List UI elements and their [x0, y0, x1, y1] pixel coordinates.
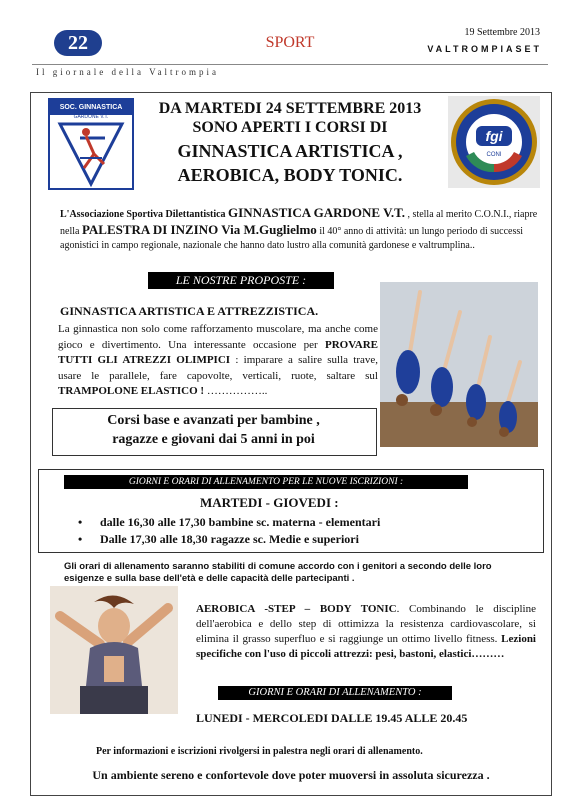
gym-text-d: TRAMPOLONE ELASTICO ! [58, 385, 205, 397]
bullet-icon: • [78, 515, 83, 529]
journal-tagline: Il giornale della Valtrompia [36, 67, 220, 77]
courses-line1: Corsi base e avanzati per bambine , [107, 413, 320, 428]
proposals-banner: LE NOSTRE PROPOSTE : [148, 272, 334, 289]
aerobics-title: AEROBICA -STEP – BODY TONIC [196, 603, 397, 615]
gym-text-c: : imparare a salire sulla trave, usare le parallele, fare capovolte, verticali, ruote, saltare sul [58, 354, 378, 382]
schedule-note: Gli orari di allenamento saranno stabiliti di comune accordo con i genitori a secondo delle loro esigenze e sulla base dell'età e delle capacità delle partecipanti . [64, 561, 492, 584]
club-logo [48, 98, 134, 190]
aerobics-schedule: LUNEDI - MERCOLEDI DALLE 19.45 ALLE 20.45 [196, 711, 468, 725]
schedule-item-text: Dalle 17,30 alle 18,30 ragazze sc. Medie e superiori [100, 532, 359, 546]
bullet-icon: • [78, 532, 83, 546]
intro-prefix: L'Associazione Sportiva Dilettantistica [60, 209, 226, 220]
info-line: Per informazioni e iscrizioni rivolgersi in palestra negli orari di allenamento. [96, 746, 423, 757]
page-number: 22 [54, 30, 102, 56]
issue-date: 19 Settembre 2013 [464, 27, 540, 38]
gymnastics-text [58, 322, 378, 400]
coni-mark: CONI [486, 152, 502, 158]
aerobics-text [196, 602, 536, 662]
headline-line2: SONO APERTI I CORSI DI [192, 119, 388, 136]
schedule-banner: GIORNI E ORARI DI ALLENAMENTO PER LE NUOVE ISCRIZIONI : [64, 475, 468, 489]
headline-line4: AEROBICA, BODY TONIC. [177, 165, 403, 185]
gymnasts-photo [380, 282, 538, 447]
headline-line3: GINNASTICA ARTISTICA , [177, 141, 403, 161]
schedule-days: MARTEDI - GIOVEDI : [200, 495, 339, 510]
courses-text [52, 411, 375, 449]
intro-middle: , stella al merito C.O.N.I., riapre nella [60, 209, 538, 237]
gymnast-emblem-icon [50, 120, 132, 190]
header-rule [32, 64, 548, 65]
aerobics-text-a: . Combinando le discipline dell'aerobica e dello step di ottimizza la resistenza cardiovascolare, si elimina il grasso superfluo e si raggiunge un ottimo livello fitness. [196, 603, 536, 645]
headline-line1: DA MARTEDI 24 SETTEMBRE 2013 [158, 100, 422, 117]
schedule-item [78, 515, 380, 530]
gym-text-a: La ginnastica non solo come rafforzamento muscolare, ma anche come gioco e divertimento. Una interessante occasione per [58, 323, 378, 351]
club-logo-caption: SOC. GINNASTICA [50, 100, 132, 115]
aerobics-photo [50, 586, 178, 714]
motto-line: Un ambiente sereno e confortevole dove poter muoversi in assoluta sicurezza . [92, 768, 490, 782]
gymnastics-title: GINNASTICA ARTISTICA E ATTREZZISTICA. [60, 304, 319, 318]
club-logo-sub: GARDONE V.T. [73, 114, 109, 120]
intro-paragraph [60, 206, 538, 254]
fgi-mark: fgi [485, 128, 503, 144]
section-title: SPORT [265, 34, 315, 51]
schedule-item [78, 532, 359, 547]
club-name: GINNASTICA GARDONE V.T. [228, 205, 406, 220]
gym-text-b: PROVARE TUTTI GLI ATREZZI OLIMPICI [58, 338, 378, 366]
aerobics-text-b: Lezioni specifiche con l'uso di piccoli attrezzi: pesi, bastoni, elastici……… [196, 633, 536, 660]
venue-name: PALESTRA DI INZINO Via M.Guglielmo [81, 221, 317, 237]
brand-name: VALTROMPIASET [427, 44, 542, 54]
gym-text-e: …………….. [206, 385, 268, 397]
intro-suffix: il 40° anno di attività: un lungo periodo di successi agonistici in campo regionale, nazionale che hanno dato lustro alla comunità gardonese e valtrumplina.. [60, 225, 524, 251]
courses-line2: ragazze e giovani dai 5 anni in poi [112, 432, 315, 447]
federation-logo [448, 96, 540, 188]
schedule-item-text: dalle 16,30 alle 17,30 bambine sc. materna - elementari [100, 515, 381, 529]
aerobics-banner: GIORNI E ORARI DI ALLENAMENTO : [218, 686, 452, 700]
